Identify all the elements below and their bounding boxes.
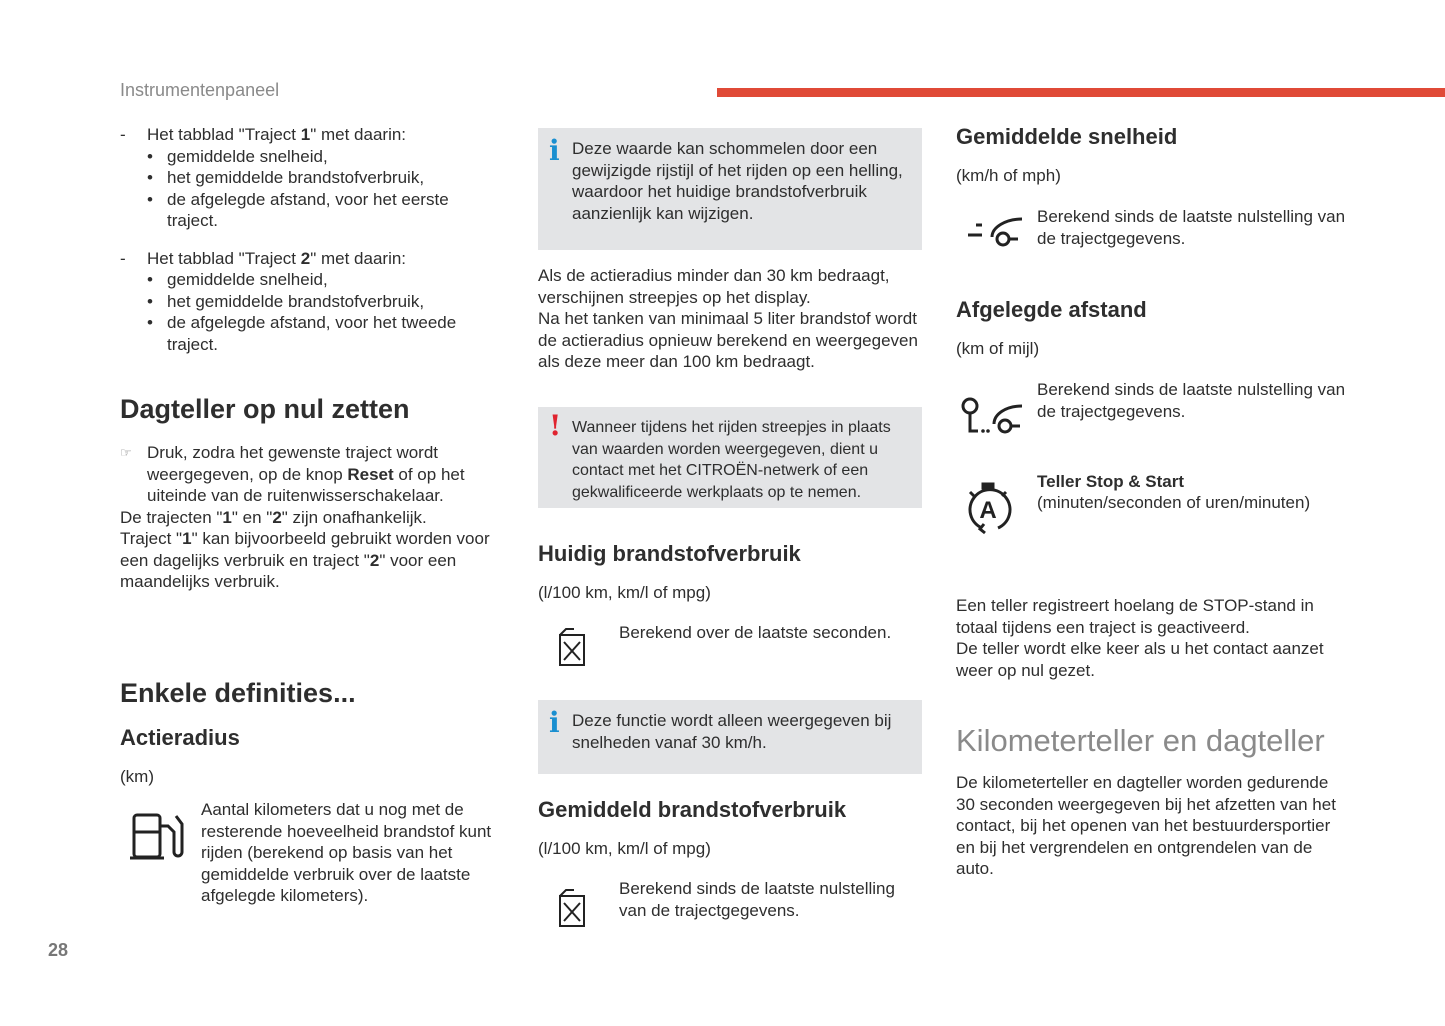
pointing-hand-icon: ☞ bbox=[120, 445, 132, 460]
note-text: Deze functie wordt alleen weergegeven bij snelheden vanaf 30 km/h. bbox=[572, 711, 892, 752]
definitions-title: Enkele definities... bbox=[120, 678, 356, 708]
distance-text: Berekend sinds de laatste nulstelling van de trajectgegevens. bbox=[1037, 380, 1346, 421]
reset-instruction: Druk, zodra het gewenste traject wordt weergegeven, op de knop Reset of op het uiteinde van de ruitenwisserschakelaar. bbox=[147, 443, 465, 505]
fuel-can-icon bbox=[555, 627, 589, 667]
tab2-heading: Het tabblad "Traject 2" met daarin: bbox=[147, 248, 407, 268]
list-item: • de afgelegde afstand, voor het eerste traject. bbox=[167, 189, 495, 232]
average-speed-title: Gemiddelde snelheid bbox=[956, 124, 1178, 149]
info-icon: i bbox=[549, 706, 560, 739]
fuel-can-icon bbox=[555, 888, 589, 928]
average-consumption-text: Berekend sinds de laatste nulstelling van de trajectgegevens. bbox=[619, 879, 895, 920]
distance-title: Afgelegde afstand bbox=[956, 297, 1147, 322]
odometer-text: De kilometerteller en dagteller worden gedurende 30 seconden weergegeven bij het afzetten van het contact, bij het openen van het bestuurdersportier en bij het vergrendelen en ontgrendelen van de auto. bbox=[956, 773, 1336, 878]
dash: - bbox=[120, 125, 126, 144]
tab1-heading: Het tabblad "Traject 1" met daarin: bbox=[147, 125, 407, 144]
reset-title: Dagteller op nul zetten bbox=[120, 394, 410, 424]
distance-unit: (km of mijl) bbox=[956, 339, 1040, 358]
odometer-title: Kilometerteller en dagteller bbox=[956, 723, 1325, 758]
distance-travelled-icon bbox=[958, 396, 1026, 436]
info-icon: i bbox=[549, 134, 560, 167]
column-1 bbox=[120, 124, 495, 355]
list-item: • de afgelegde afstand, voor het tweede traject. bbox=[167, 312, 495, 355]
current-consumption-text: Berekend over de laatste seconden. bbox=[619, 623, 892, 642]
current-consumption-title: Huidig brandstofverbruik bbox=[538, 541, 801, 566]
independent-text: De trajecten "1" en "2" zijn onafhankelijk. bbox=[120, 507, 427, 527]
svg-text:A: A bbox=[979, 497, 997, 524]
average-consumption-title: Gemiddeld brandstofverbruik bbox=[538, 797, 847, 822]
range-text: Aantal kilometers dat u nog met de resterende hoeveelheid brandstof kunt rijden (berekend op basis van het gemiddelde verbruik over de laatste afgelegde kilometers). bbox=[201, 800, 492, 905]
average-speed-unit: (km/h of mph) bbox=[956, 166, 1061, 185]
stop-start-paragraph: Een teller registreert hoelang de STOP-stand in totaal tijdens een traject is geactiveerd. De teller wordt elke keer als u het contact aanzet weer op nul gezet. bbox=[956, 596, 1324, 680]
warning-icon: ! bbox=[549, 409, 562, 442]
list-item: • het gemiddelde brandstofverbruik, bbox=[167, 291, 495, 313]
average-consumption-unit: (l/100 km, km/l of mpg) bbox=[538, 839, 711, 858]
example-text: Traject "1" kan bijvoorbeeld gebruikt worden voor een dagelijks verbruik en traject "2" voor een maandelijks verbruik. bbox=[120, 529, 490, 591]
info-note-1 bbox=[538, 128, 922, 250]
reset-section bbox=[120, 442, 495, 593]
warning-note bbox=[538, 407, 922, 508]
list-item: • het gemiddelde brandstofverbruik, bbox=[167, 167, 495, 189]
stop-start-icon bbox=[962, 480, 1014, 536]
note-text: Wanneer tijdens het rijden streepjes in plaats van waarden worden weergegeven, dient u contact met het CITROËN-netwerk of een gekwalificeerde werkplaats op te nemen. bbox=[572, 419, 891, 501]
page-number: 28 bbox=[48, 940, 69, 960]
section-header: Instrumentenpaneel bbox=[120, 80, 280, 100]
tab1-list bbox=[120, 124, 495, 232]
average-speed-text: Berekend sinds de laatste nulstelling van de trajectgegevens. bbox=[1037, 207, 1346, 248]
fuel-pump-icon bbox=[130, 810, 184, 862]
tab2-list bbox=[120, 248, 495, 356]
dash: - bbox=[120, 248, 126, 268]
range-title: Actieradius bbox=[120, 725, 240, 750]
range-unit: (km) bbox=[120, 767, 154, 786]
list-item: • gemiddelde snelheid, bbox=[167, 146, 495, 168]
average-speed-icon bbox=[966, 215, 1026, 251]
stop-start-title: Teller Stop & Start bbox=[1037, 472, 1185, 491]
range-paragraph: Als de actieradius minder dan 30 km bedraagt, verschijnen streepjes op het display. Na het tanken van minimaal 5 liter brandstof wordt de actieradius opnieuw berekend en weergegeven als deze meer dan 100 km bedraagt. bbox=[538, 266, 918, 371]
info-note-2 bbox=[538, 700, 922, 774]
note-text: Deze waarde kan schommelen door een gewijzigde rijstijl of het rijden op een helling, waardoor het huidige brandstofverbruik aanzienlijk kan wijzigen. bbox=[572, 139, 903, 223]
current-consumption-unit: (l/100 km, km/l of mpg) bbox=[538, 583, 711, 602]
stop-start-unit: (minuten/seconden of uren/minuten) bbox=[1037, 493, 1311, 512]
list-item: • gemiddelde snelheid, bbox=[167, 269, 495, 291]
accent-bar bbox=[717, 88, 1445, 97]
